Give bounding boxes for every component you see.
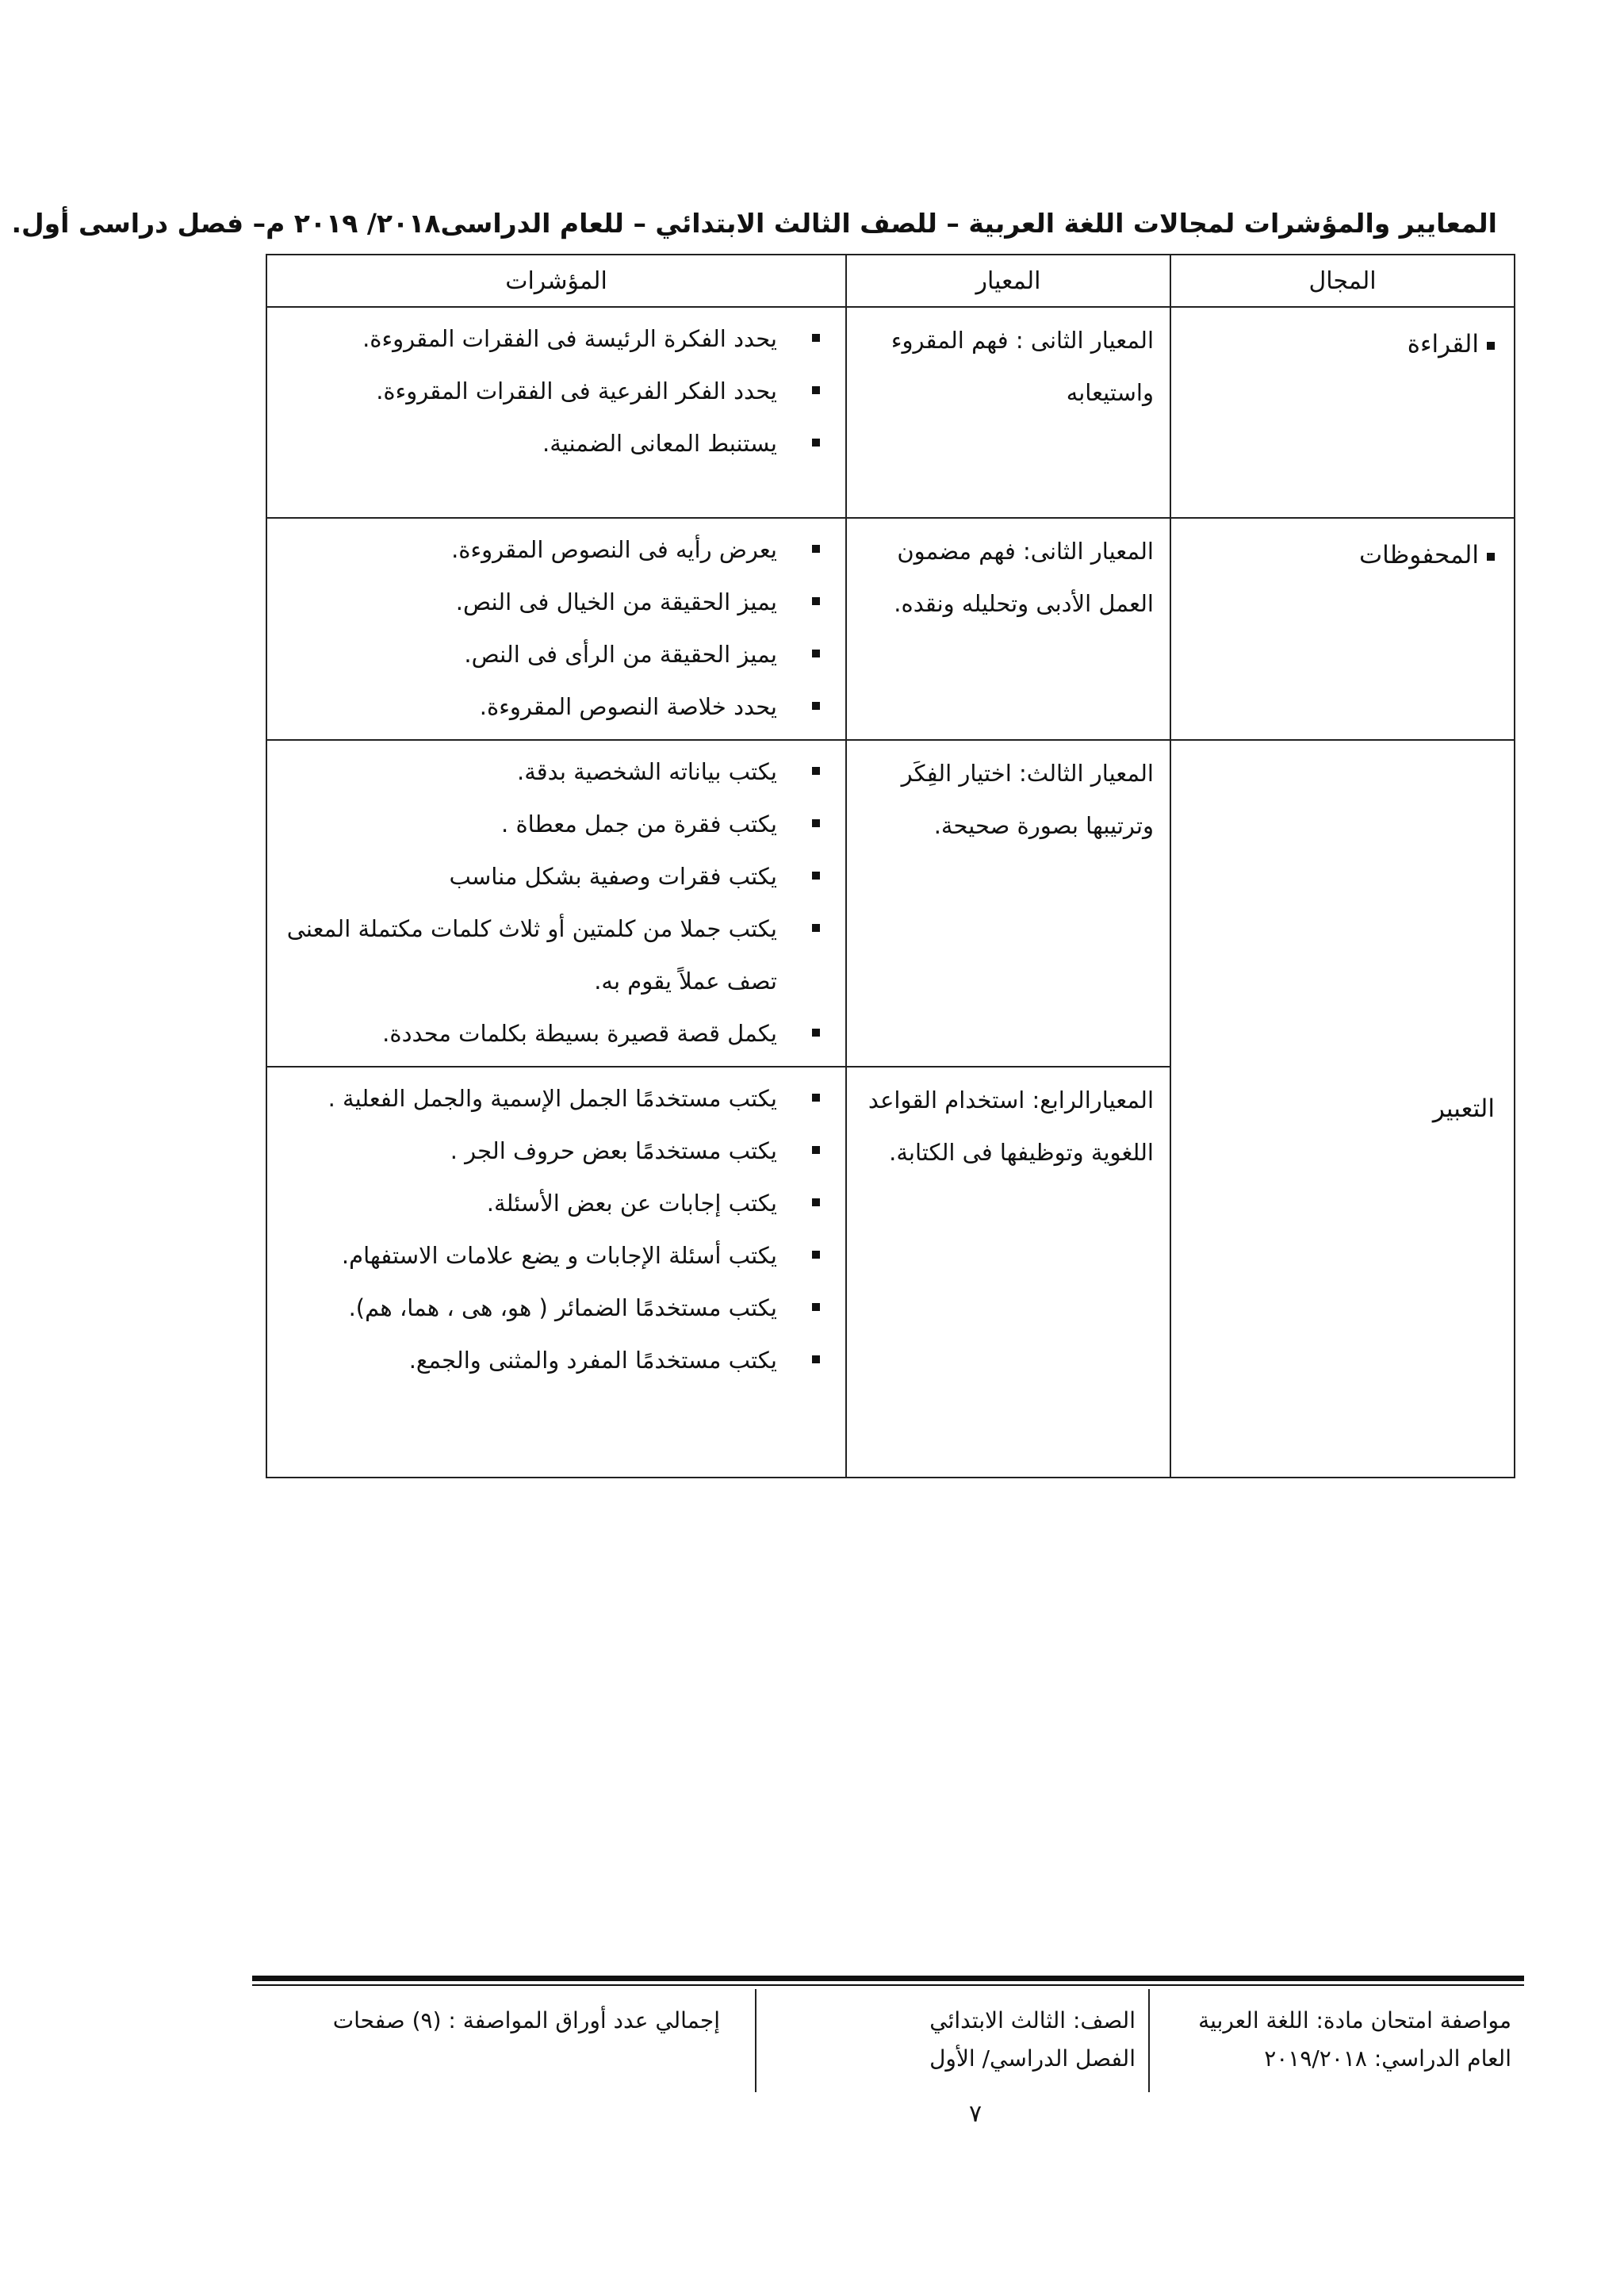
indicators-cell — [266, 307, 846, 518]
page-title: المعايير والمؤشرات لمجالات اللغة العربية – للصف الثالث الابتدائي – للعام الدراسى٢٠١٨/ ٢٠١٩ م– فصل دراسى أول. — [11, 208, 1497, 239]
bullet-square-icon — [812, 1198, 820, 1206]
list-item — [286, 628, 826, 680]
list-item — [286, 746, 826, 798]
indicator-text: يحدد خلاصة النصوص المقروءة. — [479, 693, 777, 720]
bullet-square-icon — [812, 702, 820, 710]
domain-label: القراءة — [1407, 330, 1479, 358]
list-item — [286, 1229, 826, 1282]
indicator-text: يميز الحقيقة من الخيال فى النص. — [455, 588, 777, 615]
table-header-row — [266, 255, 1515, 307]
bullet-square-icon — [812, 1146, 820, 1154]
bullet-square-icon — [812, 819, 820, 827]
indicator-text: يستنبط المعانى الضمنية. — [542, 430, 777, 457]
bullet-square-icon — [812, 767, 820, 775]
bullet-square-icon — [812, 1303, 820, 1311]
footer-term: الفصل الدراسي/ الأول — [929, 2045, 1136, 2072]
standards-table — [266, 254, 1515, 1478]
list-item — [286, 576, 826, 628]
bullet-square-icon — [812, 439, 820, 447]
indicators-cell — [266, 518, 846, 740]
list-item — [286, 312, 826, 365]
header-standard: المعيار — [846, 255, 1170, 307]
indicators-cell — [266, 740, 846, 1067]
list-item — [286, 903, 826, 1007]
list-item — [286, 798, 826, 850]
list-item — [286, 680, 826, 733]
standard-cell: المعيار الثالث: اختيار الفِكَر وترتيبها بصورة صحيحة. — [846, 740, 1170, 1067]
page-number: ٧ — [968, 2100, 982, 2128]
bullet-square-icon — [812, 1355, 820, 1363]
footer-total-block — [252, 1989, 756, 2092]
bullet-square-icon — [812, 1094, 820, 1102]
bullet-square-icon — [1487, 553, 1495, 561]
bullet-square-icon — [812, 597, 820, 605]
indicator-text: يحدد الفكرة الرئيسة فى الفقرات المقروءة. — [362, 325, 777, 352]
bullet-square-icon — [812, 334, 820, 342]
list-item — [286, 365, 826, 417]
header-domain: المجال — [1170, 255, 1515, 307]
indicator-text: يكتب بياناته الشخصية بدقة. — [516, 758, 777, 785]
page-footer — [252, 1989, 1524, 2092]
indicators-cell — [266, 1067, 846, 1478]
indicator-text: يكتب مستخدمًا المفرد والمثنى والجمع. — [408, 1347, 777, 1374]
standard-cell: المعيار الثانى: فهم مضمون العمل الأدبى وتحليله ونقده. — [846, 518, 1170, 740]
list-item — [286, 1125, 826, 1177]
footer-total: إجمالي عدد أوراق المواصفة : (٩) صفحات — [332, 2007, 720, 2033]
footer-grade-block — [755, 1989, 1150, 2092]
table-row — [266, 518, 1515, 740]
table-row — [266, 307, 1515, 518]
indicator-text: يكتب أسئلة الإجابات و يضع علامات الاستفهام. — [341, 1242, 777, 1269]
indicator-text: يكتب فقرات وصفية بشكل مناسب — [449, 863, 777, 890]
bullet-square-icon — [812, 1251, 820, 1259]
indicator-text: يكتب مستخدمًا بعض حروف الجر . — [450, 1137, 777, 1164]
indicator-text: يكتب فقرة من جمل معطاة . — [501, 811, 777, 838]
footer-divider — [252, 1976, 1524, 1981]
list-item — [286, 1007, 826, 1060]
standard-cell: المعيار الثانى : فهم المقروء واستيعابه — [846, 307, 1170, 518]
header-indicators: المؤشرات — [266, 255, 846, 307]
list-item — [286, 850, 826, 903]
list-item — [286, 1072, 826, 1125]
footer-grade: الصف: الثالث الابتدائي — [929, 2007, 1136, 2033]
indicator-text: يكتب إجابات عن بعض الأسئلة. — [486, 1190, 777, 1217]
list-item — [286, 1282, 826, 1334]
indicator-text: يكمل قصة قصيرة بسيطة بكلمات محددة. — [382, 1020, 777, 1047]
bullet-square-icon — [812, 386, 820, 394]
indicator-text: يميز الحقيقة من الرأى فى النص. — [464, 641, 777, 668]
indicator-text: يحدد الفكر الفرعية فى الفقرات المقروءة. — [376, 378, 777, 404]
bullet-square-icon — [812, 924, 820, 932]
list-item — [286, 1334, 826, 1386]
domain-cell — [1170, 518, 1515, 740]
indicator-text: يكتب جملا من كلمتين أو ثلاث كلمات مكتملة المعنى تصف عملاً يقوم به. — [286, 915, 777, 995]
domain-cell: التعبير — [1170, 740, 1515, 1478]
domain-cell — [1170, 307, 1515, 518]
bullet-square-icon — [812, 545, 820, 553]
standard-cell: المعيارالرابع: استخدام القواعد اللغوية وتوظيفها فى الكتابة. — [846, 1067, 1170, 1478]
list-item — [286, 417, 826, 470]
bullet-square-icon — [812, 872, 820, 880]
indicator-text: يعرض رأيه فى النصوص المقروءة. — [451, 536, 777, 563]
footer-subject: مواصفة امتحان مادة: اللغة العربية — [1198, 2007, 1511, 2033]
footer-divider-thin — [252, 1984, 1524, 1986]
bullet-square-icon — [812, 1029, 820, 1037]
indicator-text: يكتب مستخدمًا الضمائر ( هو، هى ، هما، هم). — [348, 1294, 777, 1321]
list-item — [286, 1177, 826, 1229]
bullet-square-icon — [812, 650, 820, 657]
indicator-text: يكتب مستخدمًا الجمل الإسمية والجمل الفعلية . — [327, 1085, 777, 1112]
list-item — [286, 523, 826, 576]
domain-label: المحفوظات — [1359, 541, 1479, 569]
footer-year: العام الدراسي: ٢٠١٩/٢٠١٨ — [1264, 2045, 1511, 2072]
table-row — [266, 740, 1515, 1067]
bullet-square-icon — [1487, 342, 1495, 350]
footer-subject-block — [1150, 1989, 1524, 2092]
